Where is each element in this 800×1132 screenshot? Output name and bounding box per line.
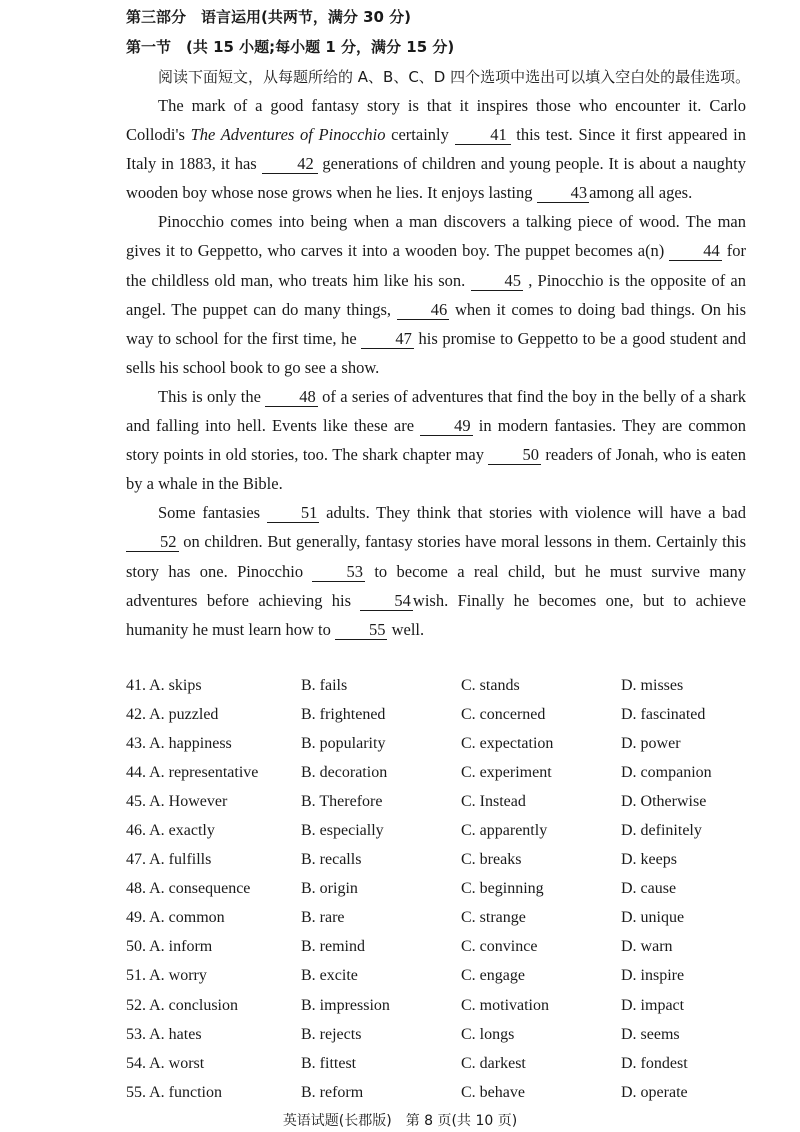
text-run: Pinocchio comes into being when a man discovers a talking piece of wood. The man gives it to Geppetto, who carves it into a wooden boy. The puppet becomes a(n) xyxy=(126,212,746,261)
book-title: The Adventures of Pinocchio xyxy=(190,125,386,145)
option-a: 45. A. However xyxy=(126,792,228,810)
option-a: 43. A. happiness xyxy=(126,734,232,752)
option-b: B. excite xyxy=(301,967,358,985)
option-a: 48. A. consequence xyxy=(126,880,251,898)
option-c: C. breaks xyxy=(461,851,522,869)
blank-51: 51 xyxy=(267,504,320,523)
option-d: D. misses xyxy=(621,676,684,694)
option-a: 44. A. representative xyxy=(126,763,259,781)
reading-passage xyxy=(126,91,746,644)
option-b: B. reform xyxy=(301,1083,364,1101)
text-run: certainly xyxy=(385,125,455,145)
text-run: generations of children and young people. It is about a naughty wooden boy whose nose grows when he lies. It enjoys lasting xyxy=(126,154,747,203)
option-c: C. strange xyxy=(461,909,526,927)
instruction-text: 阅读下面短文，从每题所给的 A、B、C、D 四个选项中选出可以填入空白处的最佳选项。 xyxy=(158,68,751,86)
blank-42: 42 xyxy=(262,155,318,174)
page-footer: 英语试题(长郡版) 第 8 页(共 10 页) xyxy=(282,1113,518,1129)
option-d: D. operate xyxy=(621,1083,688,1101)
option-row xyxy=(126,904,746,933)
option-row xyxy=(126,729,746,758)
text-run: this test. Since it first appeared in Italy in 1883, it has xyxy=(126,125,747,174)
option-row xyxy=(126,816,746,845)
blank-44: 44 xyxy=(669,242,722,261)
option-row xyxy=(126,875,746,904)
text-run: This is only the xyxy=(158,386,266,406)
blank-45: 45 xyxy=(471,272,524,291)
paragraph-4 xyxy=(126,498,746,643)
option-c: C. stands xyxy=(461,676,520,694)
blank-48: 48 xyxy=(265,388,318,407)
option-row xyxy=(126,991,746,1020)
option-b: B. decoration xyxy=(301,763,388,781)
answer-options xyxy=(126,671,746,1107)
blank-41: 41 xyxy=(455,126,511,145)
option-d: D. cause xyxy=(621,880,677,898)
option-d: D. definitely xyxy=(621,822,702,840)
option-b: B. remind xyxy=(301,938,365,956)
option-row xyxy=(126,962,746,991)
option-c: C. behave xyxy=(461,1083,525,1101)
option-d: D. Otherwise xyxy=(621,792,707,810)
option-b: B. especially xyxy=(301,822,384,840)
option-c: C. expectation xyxy=(461,734,554,752)
blank-55: 55 xyxy=(335,621,388,640)
option-row xyxy=(126,846,746,875)
blank-53: 53 xyxy=(312,563,365,582)
option-b: B. fittest xyxy=(301,1054,357,1072)
part-heading: 第三部分 语言运用(共两节，满分 30 分) xyxy=(126,8,412,26)
option-row xyxy=(126,700,746,729)
option-b: B. rejects xyxy=(301,1025,362,1043)
option-c: C. longs xyxy=(461,1025,515,1043)
option-row xyxy=(126,1020,746,1049)
option-b: B. popularity xyxy=(301,734,386,752)
option-c: C. darkest xyxy=(461,1054,526,1072)
text-run: , Pinocchio is the opposite of an angel. The puppet can do many things, xyxy=(126,270,746,319)
option-b: B. rare xyxy=(301,909,345,927)
option-d: D. fondest xyxy=(621,1054,688,1072)
option-a: 54. A. worst xyxy=(126,1054,205,1072)
blank-47: 47 xyxy=(361,330,414,349)
option-a: 41. A. skips xyxy=(126,676,202,694)
option-b: B. impression xyxy=(301,996,390,1014)
option-row xyxy=(126,1049,746,1078)
option-b: B. origin xyxy=(301,880,358,898)
text-run: well. xyxy=(387,619,425,639)
option-b: B. fails xyxy=(301,676,348,694)
option-d: D. seems xyxy=(621,1025,680,1043)
option-d: D. warn xyxy=(621,938,673,956)
text-run: wish. Finally he becomes one, but to achieve humanity he must learn how to xyxy=(126,590,746,639)
option-a: 53. A. hates xyxy=(126,1025,202,1043)
option-a: 46. A. exactly xyxy=(126,822,215,840)
option-d: D. keeps xyxy=(621,851,677,869)
text-run: to become a real child, but he must survive many adventures before achieving his xyxy=(126,561,746,610)
option-a: 49. A. common xyxy=(126,909,225,927)
paragraph-3 xyxy=(126,382,746,498)
text-run: among all ages. xyxy=(589,183,693,203)
option-c: C. engage xyxy=(461,967,525,985)
option-c: C. convince xyxy=(461,938,538,956)
option-d: D. fascinated xyxy=(621,705,706,723)
option-row xyxy=(126,933,746,962)
option-row xyxy=(126,1078,746,1107)
option-c: C. apparently xyxy=(461,822,548,840)
option-b: B. recalls xyxy=(301,851,362,869)
text-run: The mark of a good fantasy story is that it inspires those who encounter it. Carlo Collodi's xyxy=(126,96,746,145)
blank-54: 54 xyxy=(360,592,413,611)
option-a: 52. A. conclusion xyxy=(126,996,238,1014)
text-run: Some fantasies xyxy=(158,503,267,523)
option-d: D. inspire xyxy=(621,967,685,985)
option-a: 47. A. fulfills xyxy=(126,851,212,869)
text-run: adults. They think that stories with violence will have a bad xyxy=(319,503,746,523)
blank-46: 46 xyxy=(397,301,450,320)
blank-49: 49 xyxy=(420,417,473,436)
blank-50: 50 xyxy=(488,446,541,465)
text-run: readers of Jonah, who is eaten by a whale in the Bible. xyxy=(126,445,746,494)
blank-43: 43 xyxy=(537,184,590,203)
option-c: C. motivation xyxy=(461,996,549,1014)
text-run: in modern fantasies. They are common story points in old stories, too. The shark chapter may xyxy=(126,416,747,465)
option-c: C. Instead xyxy=(461,792,526,810)
option-a: 55. A. function xyxy=(126,1083,222,1101)
option-d: D. power xyxy=(621,734,681,752)
option-d: D. unique xyxy=(621,909,685,927)
option-row xyxy=(126,671,746,700)
option-a: 51. A. worry xyxy=(126,967,207,985)
option-c: C. experiment xyxy=(461,763,552,781)
blank-52: 52 xyxy=(126,533,179,552)
text-run: his promise to Geppetto to be a good student and sells his school book to go see a show. xyxy=(126,328,746,377)
option-c: C. concerned xyxy=(461,705,546,723)
text-run: on children. But generally, fantasy stories have moral lessons in them. Certainly this story has one. Pinocchio xyxy=(126,532,746,581)
paragraph-2 xyxy=(126,207,746,382)
option-b: B. Therefore xyxy=(301,792,383,810)
option-b: B. frightened xyxy=(301,705,386,723)
paragraph-1 xyxy=(126,91,746,207)
option-c: C. beginning xyxy=(461,880,544,898)
option-d: D. companion xyxy=(621,763,712,781)
option-d: D. impact xyxy=(621,996,685,1014)
text-run: when it comes to doing bad things. On his way to school for the first time, he xyxy=(126,299,746,348)
text-run: of a series of adventures that find the boy in the belly of a shark and falling into hell. Events like these are xyxy=(126,386,746,436)
text-run: for the childless old man, who treats him like his son. xyxy=(126,241,746,290)
option-row xyxy=(126,787,746,816)
option-a: 50. A. inform xyxy=(126,938,213,956)
section-heading: 第一节 (共 15 小题;每小题 1 分，满分 15 分) xyxy=(126,38,455,56)
option-a: 42. A. puzzled xyxy=(126,705,219,723)
option-row xyxy=(126,758,746,787)
